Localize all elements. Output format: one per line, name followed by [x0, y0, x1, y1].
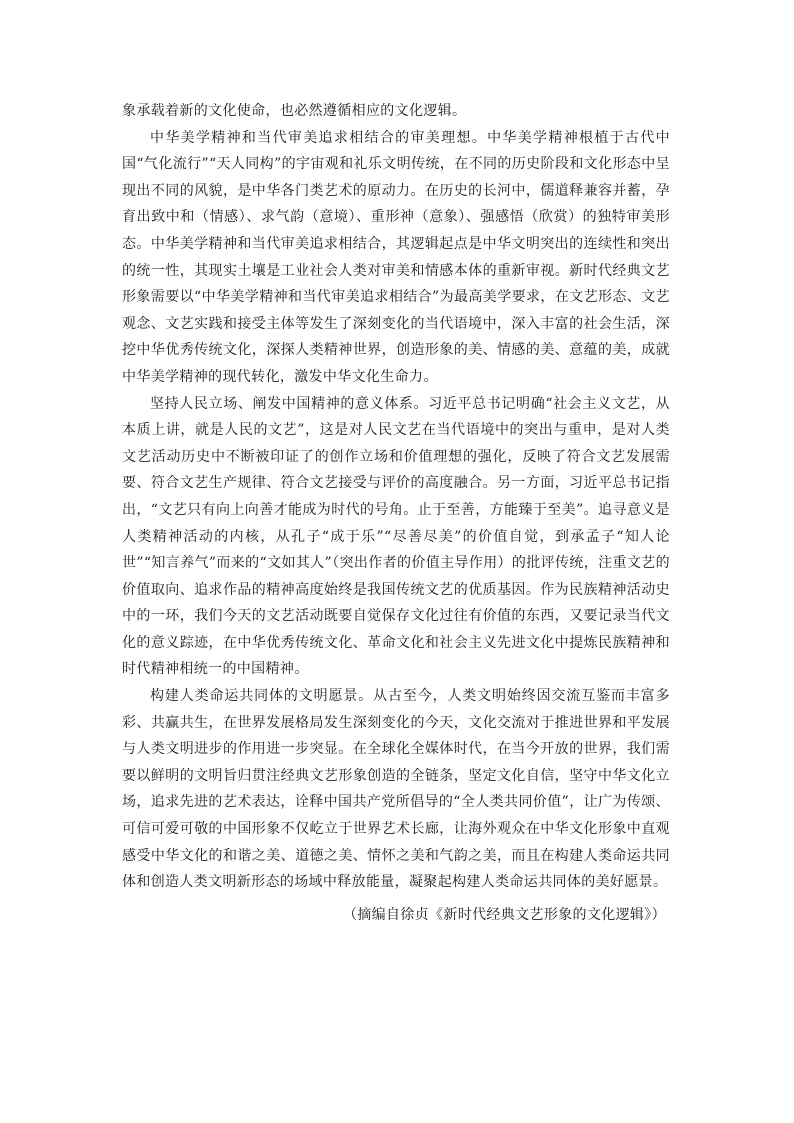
- paragraph-continuation: 象承载着新的文化使命，也必然遵循相应的文化逻辑。: [122, 103, 467, 119]
- paragraph-civilization-vision: 构建人类命运共同体的文明愿景。从古至今，人类文明始终因交流互鉴而丰富多彩、共赢共生，在世界发展格局发生深刻变化的今天，文化交流对于推进世界和平发展与人类文明进步的作用进一步突显。在全球化全媒体时代，在当今开放的世界，我们需要以鲜明的文明旨归贯注经典文艺形象创造的全链条，坚定文化自信，坚守中华文化立场，追求先进的艺术表达，诠释中国共产党所倡导的“全人类共同价值”，让广为传颂、可信可爱可敬的中国形象不仅屹立于世界艺术长廊，让海外观众在中华文化形象中直观感受中华文化的和谐之美、道德之美、情怀之美和气韵之美，而且在构建人类命运共同体和创造人类文明新形态的场域中释放能量，凝聚起构建人类命运共同体的美好愿景。: [122, 688, 670, 891]
- paragraph-people-stance: 坚持人民立场、阐发中国精神的意义体系。习近平总书记明确“社会主义文艺，从本质上讲，就是人民的文艺”，这是对人民文艺在当代语境中的突出与重申，是对人类文艺活动历史中不断被印证了的创作立场和价值理想的强化，反映了符合文艺发展需要、符合文艺生产规律、符合文艺接受与评价的高度融合。另一方面，习近平总书记指出，“文艺只有向上向善才能成为时代的号角。止于至善，方能臻于至美”。追寻意义是人类精神活动的内核，从孔子“成于乐”“尽善尽美”的价值自觉，到承孟子“知人论世”“知言养气”而来的“文如其人”（突出作者的价值主导作用）的批评传统，注重文艺的价值取向、追求作品的精神高度始终是我国传统文艺的优质基因。作为民族精神活动史中的一环，我们今天的文艺活动既要自觉保存文化过往有价值的东西，又要记录当代文化的意义踪迹，在中华优秀传统文化、革命文化和社会主义先进文化中提炼民族精神和时代精神相统一的中国精神。: [122, 395, 670, 678]
- source-citation: （摘编自徐贞《新时代经典文艺形象的文化逻辑》）: [342, 906, 666, 923]
- paragraph-aesthetic-ideal: 中华美学精神和当代审美追求相结合的审美理想。中华美学精神根植于古代中国“气化流行”“天人同构”的宇宙观和礼乐文明传统，在不同的历史阶段和文化形态中呈现出不同的风貌，是中华各门类艺术的原动力。在历史的长河中，儒道释兼容并蓄，孕育出致中和（情感）、求气韵（意境）、重形神（意象）、强感悟（欣赏）的独特审美形态。中华美学精神和当代审美追求相结合，其逻辑起点是中华文明突出的连续性和突出的统一性，其现实土壤是工业社会人类对审美和情感本体的重新审视。新时代经典文艺形象需要以“中华美学精神和当代审美追求相结合”为最高美学要求，在文艺形态、文艺观念、文艺实践和接受主体等发生了深刻变化的当代语境中，深入丰富的社会生活，深挖中华优秀传统文化，深探人类精神世界，创造形象的美、情感的美、意蕴的美，成就中华美学精神的现代转化，激发中华文化生命力。: [122, 129, 670, 385]
- document-page: [122, 98, 670, 928]
